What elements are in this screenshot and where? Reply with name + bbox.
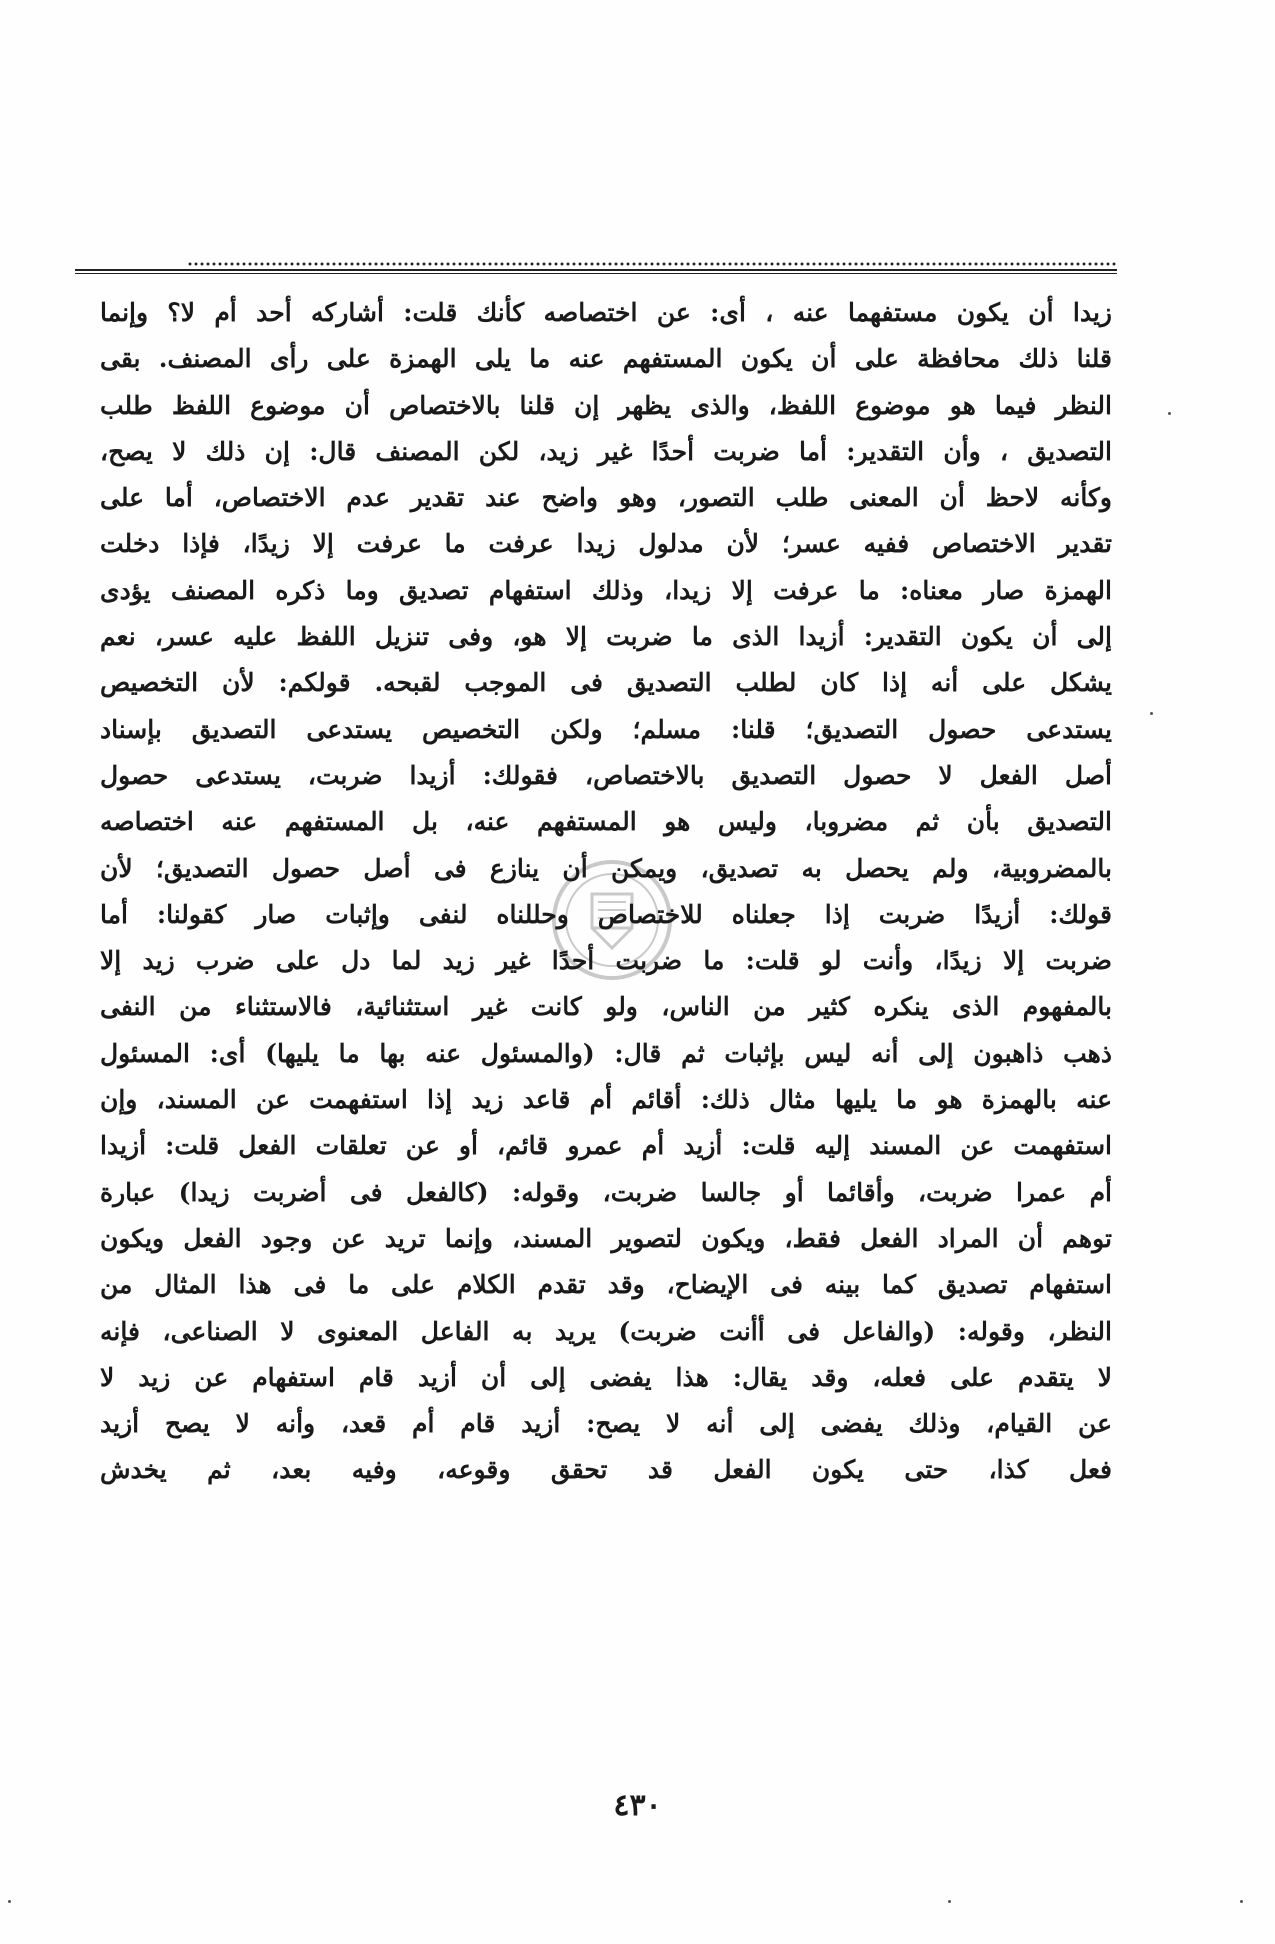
scan-speck [1240, 1900, 1243, 1903]
text-line: إلى أن يكون التقدير: أزيدا الذى ما ضربت إلا هو، وفى تنزيل اللفظ عليه عسر، نعم [100, 622, 1112, 652]
thin-rule [75, 273, 1117, 274]
text-line: فعل كذا، حتى يكون الفعل قد تحقق وقوعه، وفيه بعد، ثم يخدش [100, 1455, 1112, 1485]
text-line: ضربت إلا زيدًا، وأنت لو قلت: ما ضربت أحدًا غير زيد لما دل على ضرب زيد إلا [100, 946, 1112, 976]
thick-rule [75, 269, 1117, 271]
scan-speck [1168, 412, 1171, 415]
text-line: وكأنه لاحظ أن المعنى طلب التصور، وهو واضح عند تقدير عدم الاختصاص، أما على [100, 483, 1112, 513]
text-line: الهمزة صار معناه: ما عرفت إلا زيدا، وذلك استفهام تصديق وما ذكره المصنف يؤدى [100, 575, 1112, 605]
text-line: بالمضروبية، ولم يحصل به تصديق، ويمكن أن ينازع فى أصل حصول التصديق؛ لأن [100, 853, 1112, 883]
text-line: استفهام تصديق كما بينه فى الإيضاح، وقد تقدم الكلام على ما فى هذا المثال من [100, 1270, 1112, 1300]
text-line: لا يتقدم على فعله، وقد يقال: هذا يفضى إلى أن أزيد قام استفهام عن زيد لا [100, 1362, 1112, 1392]
text-line: ذهب ذاهبون إلى أنه ليس بإثبات ثم قال: (والمسئول عنه بها ما يليها) أى: المسئول [100, 1038, 1112, 1068]
text-line: أصل الفعل لا حصول التصديق بالاختصاص، فقولك: أزيدا ضربت، يستدعى حصول [100, 760, 1112, 790]
text-line: النظر فيما هو موضوع اللفظ، والذى يظهر إن قلنا بالاختصاص أن موضوع اللفظ طلب [100, 390, 1112, 420]
text-line: قلنا ذلك محافظة على أن يكون المستفهم عنه ما يلى الهمزة على رأى المصنف. بقى [100, 344, 1112, 374]
scan-speck [948, 1900, 951, 1903]
text-line: زيدا أن يكون مستفهما عنه ، أى: عن اختصاصه كأنك قلت: أشاركه أحد أم لا؟ وإنما [100, 298, 1112, 327]
header-rule [75, 262, 1117, 274]
text-line: استفهمت عن المسند إليه قلت: أزيد أم عمرو قائم، أو عن تعلقات الفعل قلت: أزيدا [100, 1131, 1112, 1161]
text-line: النظر، وقوله: (والفاعل فى أأنت ضربت) يريد به الفاعل المعنوى لا الصناعى، فإنه [100, 1316, 1112, 1346]
scan-speck [1150, 712, 1153, 715]
text-line: يشكل على أنه إذا كان لطلب التصديق فى الموجب لقبحه. قولكم: لأن التخصيص [100, 668, 1112, 698]
text-line: عن القيام، وذلك يفضى إلى أنه لا يصح: أزيد قام أم قعد، وأنه لا يصح أزيد [100, 1409, 1112, 1439]
body-text [100, 290, 1112, 1494]
text-line: تقدير الاختصاص ففيه عسر؛ لأن مدلول زيدا عرفت ما عرفت إلا زيدًا، فإذا دخلت [100, 529, 1112, 559]
text-line: عنه بالهمزة هو ما يليها مثال ذلك: أقائم أم قاعد زيد إذا استفهمت عن المسند، وإن [100, 1085, 1112, 1115]
text-line: بالمفهوم الذى ينكره كثير من الناس، ولو كانت غير استثنائية، فالاستثناء من النفى [100, 992, 1112, 1022]
dotted-rule [187, 262, 1117, 266]
text-line: توهم أن المراد الفعل فقط، ويكون لتصوير المسند، وإنما تريد عن وجود الفعل ويكون [100, 1223, 1112, 1253]
scan-speck [8, 1900, 11, 1903]
text-line: يستدعى حصول التصديق؛ قلنا: مسلم؛ ولكن التخصيص يستدعى التصديق بإسناد [100, 714, 1112, 744]
text-line: قولك: أزيدًا ضربت إذا جعلناه للاختصاص وحللناه لنفى وإثبات صار كقولنا: أما [100, 899, 1112, 929]
text-line: التصديق ، وأن التقدير: أما ضربت أحدًا غير زيد، لكن المصنف قال: إن ذلك لا يصح، [100, 436, 1112, 466]
text-line: التصديق بأن ثم مضروبا، وليس هو المستفهم عنه، بل المستفهم عنه اختصاصه [100, 807, 1112, 837]
page-number: ٤٣٠ [613, 1788, 662, 1823]
text-line: أم عمرا ضربت، وأقائما أو جالسا ضربت، وقوله: (كالفعل فى أضربت زيدا) عبارة [100, 1177, 1112, 1207]
